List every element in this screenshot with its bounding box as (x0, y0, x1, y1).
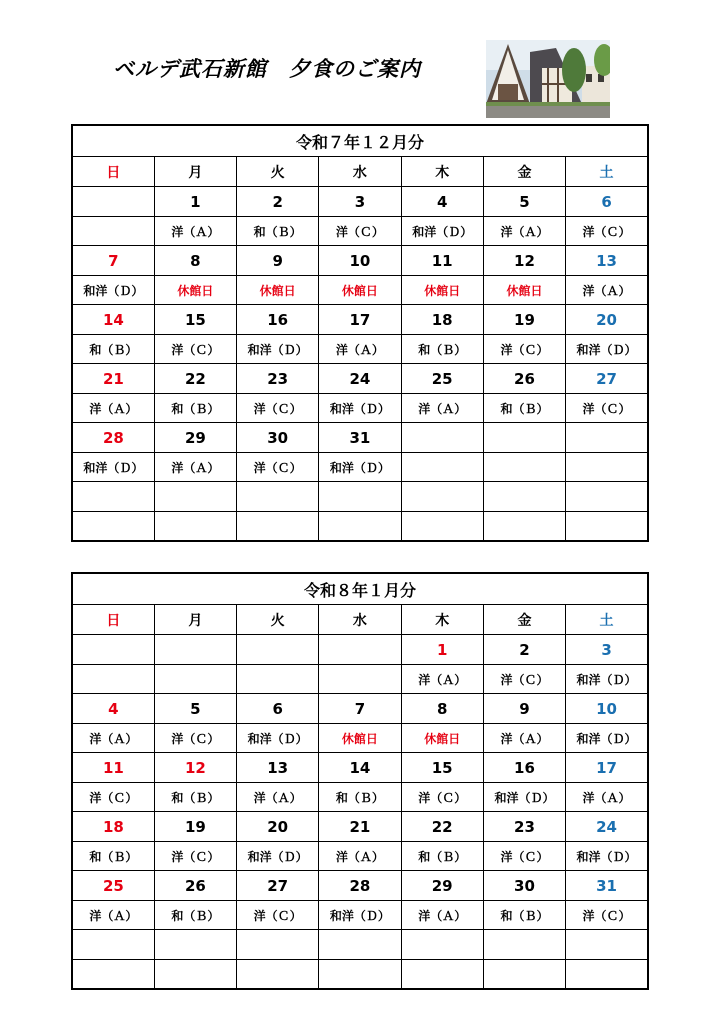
menu-cell: 和洋（Ｄ） (566, 724, 648, 753)
menu-cell: 洋（Ｃ） (566, 394, 648, 423)
weekday-header: 水 (319, 157, 401, 187)
menu-cell: 休館日 (319, 276, 401, 305)
menu-cell (237, 512, 319, 542)
menu-cell: 洋（Ｃ） (154, 335, 236, 364)
date-row (72, 364, 648, 394)
date-cell (319, 482, 401, 512)
date-cell: 14 (319, 753, 401, 783)
menu-cell: 和（Ｂ） (483, 394, 565, 423)
date-cell: 16 (237, 305, 319, 335)
menu-cell: 休館日 (401, 276, 483, 305)
date-cell: 16 (483, 753, 565, 783)
menu-cell (237, 960, 319, 990)
date-cell: 19 (483, 305, 565, 335)
date-cell: 10 (319, 246, 401, 276)
menu-cell (319, 960, 401, 990)
menu-cell (401, 453, 483, 482)
date-cell: 8 (154, 246, 236, 276)
weekday-header-row (72, 605, 648, 635)
date-cell (566, 930, 648, 960)
menu-cell: 和洋（Ｄ） (319, 453, 401, 482)
menu-cell (319, 512, 401, 542)
date-row (72, 871, 648, 901)
date-cell (566, 423, 648, 453)
date-cell: 8 (401, 694, 483, 724)
date-row (72, 812, 648, 842)
menu-cell (72, 217, 154, 246)
menu-cell: 洋（Ａ） (319, 842, 401, 871)
date-cell: 7 (72, 246, 154, 276)
date-cell (154, 930, 236, 960)
menu-cell: 洋（Ｃ） (483, 665, 565, 694)
menu-cell: 洋（Ｃ） (237, 901, 319, 930)
date-cell: 5 (483, 187, 565, 217)
menu-cell: 和洋（Ｄ） (237, 335, 319, 364)
menu-cell: 洋（Ａ） (237, 783, 319, 812)
date-row (72, 305, 648, 335)
menu-cell: 休館日 (401, 724, 483, 753)
date-cell: 23 (237, 364, 319, 394)
date-cell: 9 (483, 694, 565, 724)
weekday-header: 金 (483, 157, 565, 187)
date-cell (319, 930, 401, 960)
date-cell: 5 (154, 694, 236, 724)
menu-cell: 和洋（Ｄ） (483, 783, 565, 812)
weekday-header: 土 (566, 157, 648, 187)
date-cell: 19 (154, 812, 236, 842)
weekday-header: 土 (566, 605, 648, 635)
date-cell: 30 (483, 871, 565, 901)
date-cell: 24 (319, 364, 401, 394)
date-cell (237, 635, 319, 665)
menu-cell: 洋（Ｃ） (72, 783, 154, 812)
date-cell: 29 (154, 423, 236, 453)
menu-cell (154, 665, 236, 694)
weekday-header: 日 (72, 605, 154, 635)
menu-cell: 和（Ｂ） (237, 217, 319, 246)
menu-cell (566, 512, 648, 542)
menu-cell (566, 960, 648, 990)
date-cell: 31 (566, 871, 648, 901)
menu-cell: 和洋（Ｄ） (566, 335, 648, 364)
menu-cell: 休館日 (154, 276, 236, 305)
menu-cell: 洋（Ａ） (483, 217, 565, 246)
menu-row (72, 783, 648, 812)
date-cell: 28 (319, 871, 401, 901)
menu-cell: 洋（Ｃ） (566, 217, 648, 246)
date-row (72, 930, 648, 960)
date-cell (319, 635, 401, 665)
menu-cell (72, 960, 154, 990)
month-title: 令和８年１月分 (72, 573, 648, 605)
menu-cell: 洋（Ａ） (72, 394, 154, 423)
menu-cell: 洋（Ｃ） (319, 217, 401, 246)
date-cell: 17 (319, 305, 401, 335)
menu-cell: 和（Ｂ） (319, 783, 401, 812)
date-cell: 1 (401, 635, 483, 665)
date-cell: 20 (566, 305, 648, 335)
date-cell: 15 (154, 305, 236, 335)
menu-cell: 洋（Ａ） (154, 453, 236, 482)
page-title: ベルデ武石新館 夕食のご案内 (113, 57, 421, 81)
menu-row (72, 217, 648, 246)
menu-cell (154, 960, 236, 990)
date-row (72, 423, 648, 453)
menu-cell: 和洋（Ｄ） (237, 724, 319, 753)
menu-row (72, 724, 648, 753)
menu-cell: 休館日 (237, 276, 319, 305)
date-cell: 22 (154, 364, 236, 394)
date-cell: 7 (319, 694, 401, 724)
menu-cell: 洋（Ａ） (72, 724, 154, 753)
date-cell (566, 482, 648, 512)
january-calendar (71, 572, 649, 990)
weekday-header: 日 (72, 157, 154, 187)
menu-cell (319, 665, 401, 694)
month-title-row (72, 573, 648, 605)
menu-row (72, 901, 648, 930)
menu-row (72, 335, 648, 364)
menu-cell (401, 512, 483, 542)
menu-cell: 和（Ｂ） (401, 842, 483, 871)
menu-cell: 洋（Ａ） (566, 276, 648, 305)
date-cell (483, 482, 565, 512)
date-cell: 22 (401, 812, 483, 842)
menu-cell: 和洋（Ｄ） (72, 453, 154, 482)
date-cell: 6 (566, 187, 648, 217)
date-cell: 6 (237, 694, 319, 724)
weekday-header: 火 (237, 605, 319, 635)
month-title: 令和７年１２月分 (72, 125, 648, 157)
date-cell: 27 (566, 364, 648, 394)
menu-cell: 洋（Ｃ） (154, 724, 236, 753)
date-cell (401, 930, 483, 960)
date-cell: 31 (319, 423, 401, 453)
date-cell (237, 930, 319, 960)
menu-cell: 洋（Ｃ） (483, 842, 565, 871)
menu-cell: 洋（Ａ） (319, 335, 401, 364)
date-cell: 10 (566, 694, 648, 724)
menu-cell (401, 960, 483, 990)
menu-cell: 洋（Ｃ） (401, 783, 483, 812)
menu-cell (566, 453, 648, 482)
date-cell (72, 482, 154, 512)
weekday-header: 金 (483, 605, 565, 635)
date-cell: 12 (483, 246, 565, 276)
menu-cell: 和洋（Ｄ） (72, 276, 154, 305)
weekday-header-row (72, 157, 648, 187)
menu-cell: 洋（Ｃ） (154, 842, 236, 871)
date-row (72, 694, 648, 724)
menu-cell: 洋（Ａ） (401, 665, 483, 694)
date-cell (483, 930, 565, 960)
menu-cell: 和洋（Ｄ） (401, 217, 483, 246)
menu-cell: 和洋（Ｄ） (237, 842, 319, 871)
date-cell: 1 (154, 187, 236, 217)
date-cell: 3 (566, 635, 648, 665)
date-row (72, 635, 648, 665)
date-cell: 20 (237, 812, 319, 842)
date-cell: 11 (401, 246, 483, 276)
date-cell: 21 (319, 812, 401, 842)
menu-row (72, 276, 648, 305)
menu-cell (237, 665, 319, 694)
date-cell: 17 (566, 753, 648, 783)
menu-row (72, 960, 648, 990)
date-cell: 26 (154, 871, 236, 901)
date-cell: 28 (72, 423, 154, 453)
date-cell: 18 (72, 812, 154, 842)
date-cell (154, 482, 236, 512)
weekday-header: 木 (401, 157, 483, 187)
menu-cell: 洋（Ａ） (483, 724, 565, 753)
date-row (72, 482, 648, 512)
date-cell (401, 482, 483, 512)
date-cell: 13 (566, 246, 648, 276)
menu-cell (72, 512, 154, 542)
menu-cell: 和（Ｂ） (72, 842, 154, 871)
date-cell (237, 482, 319, 512)
weekday-header: 月 (154, 605, 236, 635)
menu-cell: 洋（Ｃ） (483, 335, 565, 364)
menu-cell: 洋（Ｃ） (237, 453, 319, 482)
menu-row (72, 842, 648, 871)
menu-cell: 和洋（Ｄ） (319, 394, 401, 423)
menu-cell: 和（Ｂ） (154, 394, 236, 423)
date-cell: 14 (72, 305, 154, 335)
menu-row (72, 394, 648, 423)
menu-cell: 洋（Ｃ） (566, 901, 648, 930)
date-cell: 24 (566, 812, 648, 842)
menu-row (72, 512, 648, 542)
menu-cell: 和（Ｂ） (72, 335, 154, 364)
menu-cell (483, 960, 565, 990)
menu-row (72, 665, 648, 694)
hotel-photo (486, 40, 610, 118)
menu-cell (483, 453, 565, 482)
date-cell: 13 (237, 753, 319, 783)
date-cell: 27 (237, 871, 319, 901)
menu-cell: 休館日 (319, 724, 401, 753)
menu-cell: 和洋（Ｄ） (566, 665, 648, 694)
date-cell (72, 930, 154, 960)
weekday-header: 水 (319, 605, 401, 635)
menu-cell: 休館日 (483, 276, 565, 305)
date-cell: 18 (401, 305, 483, 335)
date-cell: 25 (401, 364, 483, 394)
date-cell (483, 423, 565, 453)
menu-cell (154, 512, 236, 542)
menu-cell: 洋（Ｃ） (237, 394, 319, 423)
menu-cell: 洋（Ａ） (401, 901, 483, 930)
date-cell (72, 635, 154, 665)
weekday-header: 火 (237, 157, 319, 187)
date-row (72, 753, 648, 783)
weekday-header: 木 (401, 605, 483, 635)
menu-cell: 洋（Ａ） (566, 783, 648, 812)
date-cell: 29 (401, 871, 483, 901)
weekday-header: 月 (154, 157, 236, 187)
menu-cell: 洋（Ａ） (401, 394, 483, 423)
date-cell: 9 (237, 246, 319, 276)
menu-cell: 洋（Ａ） (72, 901, 154, 930)
menu-cell: 和（Ｂ） (154, 901, 236, 930)
menu-cell (483, 512, 565, 542)
menu-cell (72, 665, 154, 694)
date-cell: 23 (483, 812, 565, 842)
date-cell (72, 187, 154, 217)
date-cell: 15 (401, 753, 483, 783)
december-calendar (71, 124, 649, 542)
date-cell: 21 (72, 364, 154, 394)
date-cell: 2 (237, 187, 319, 217)
date-row (72, 246, 648, 276)
date-cell: 11 (72, 753, 154, 783)
menu-cell: 和（Ｂ） (154, 783, 236, 812)
date-cell (154, 635, 236, 665)
menu-cell: 和（Ｂ） (483, 901, 565, 930)
menu-cell: 和洋（Ｄ） (319, 901, 401, 930)
date-cell: 12 (154, 753, 236, 783)
date-cell: 4 (72, 694, 154, 724)
date-cell: 25 (72, 871, 154, 901)
hotel-building-image (486, 40, 610, 118)
date-row (72, 187, 648, 217)
date-cell: 30 (237, 423, 319, 453)
date-cell: 4 (401, 187, 483, 217)
date-cell: 3 (319, 187, 401, 217)
menu-cell: 和洋（Ｄ） (566, 842, 648, 871)
menu-cell: 洋（Ａ） (154, 217, 236, 246)
date-cell: 2 (483, 635, 565, 665)
date-cell (401, 423, 483, 453)
menu-cell: 和（Ｂ） (401, 335, 483, 364)
date-cell: 26 (483, 364, 565, 394)
month-title-row (72, 125, 648, 157)
menu-row (72, 453, 648, 482)
